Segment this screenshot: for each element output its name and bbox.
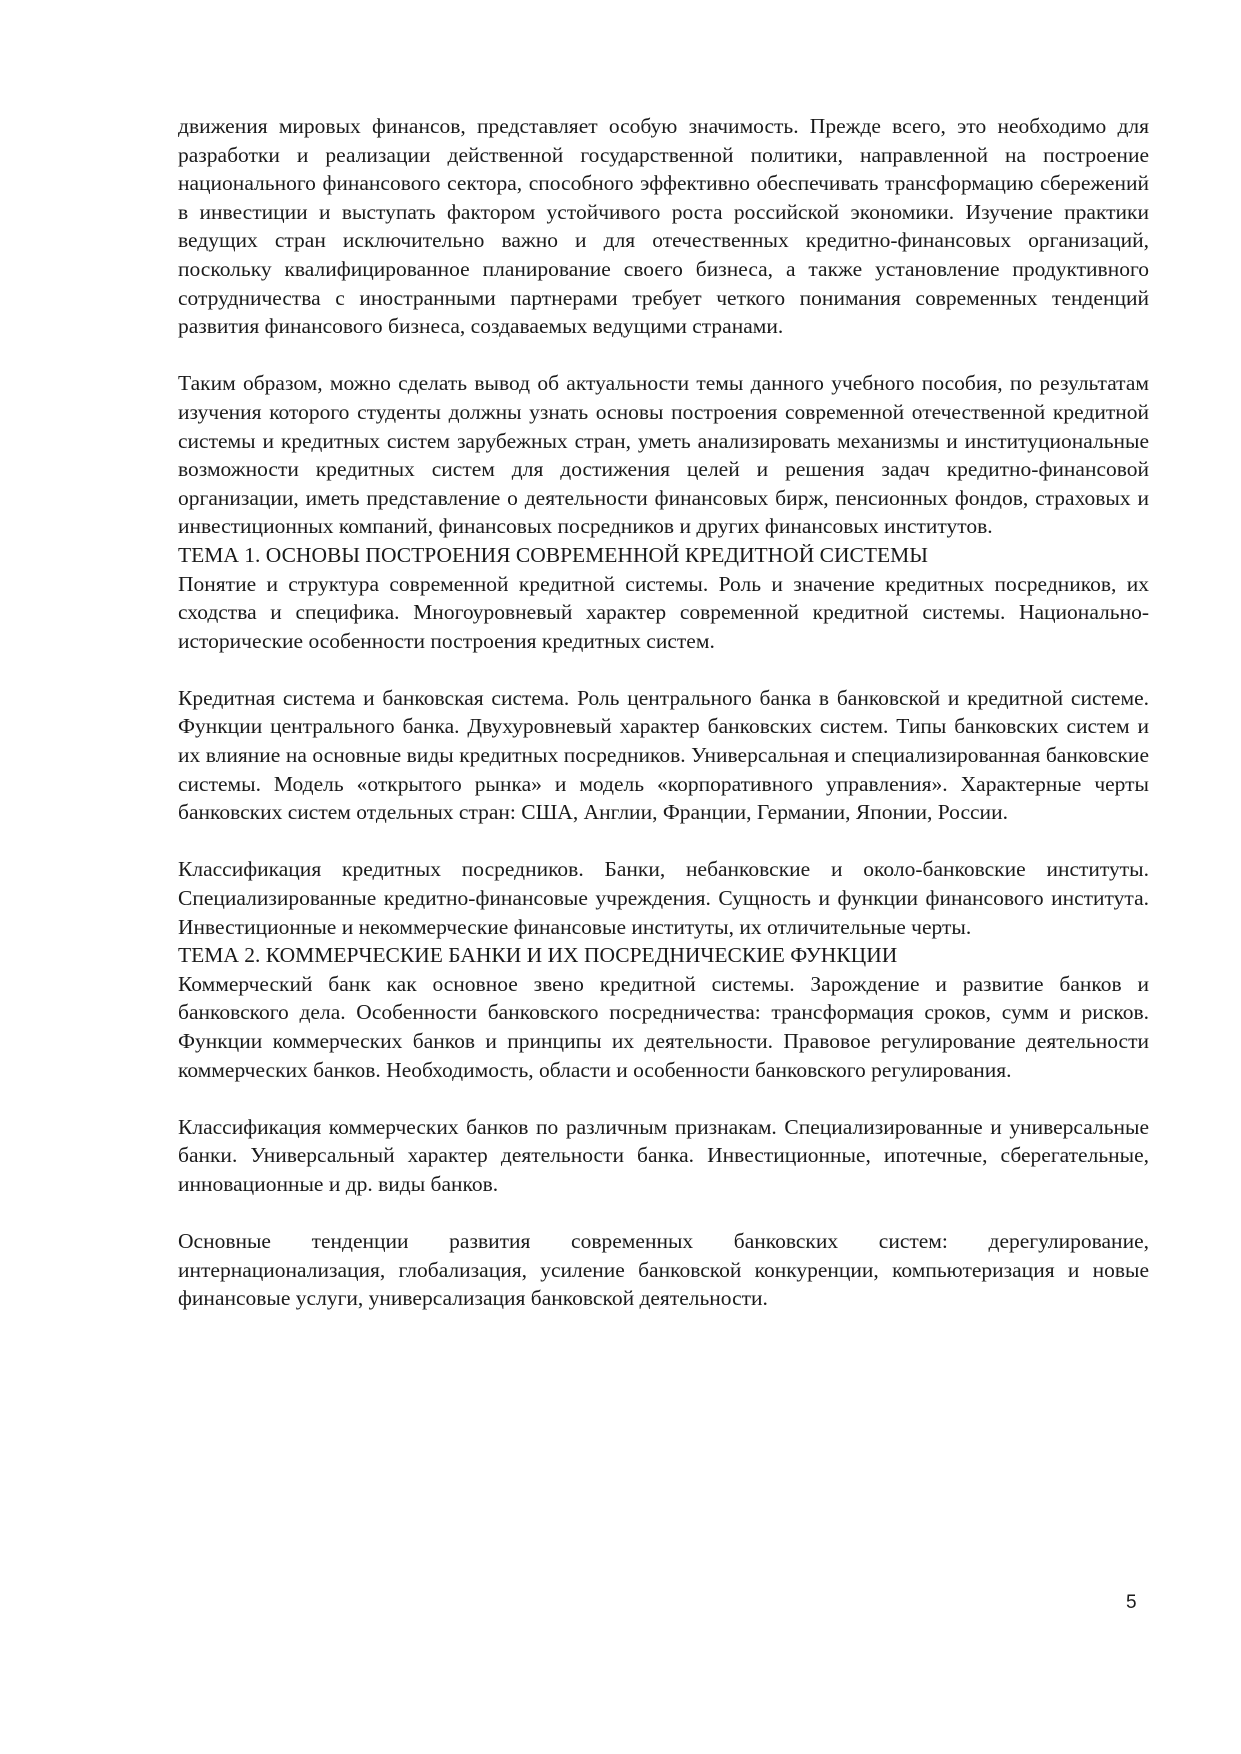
topic-1-heading: ТЕМА 1. ОСНОВЫ ПОСТРОЕНИЯ СОВРЕМЕННОЙ КРЕДИТНОЙ СИСТЕМЫ: [178, 542, 928, 567]
topic-2-paragraph-3: Основные тенденции развития современных банковских систем: дерегулирование, интернационализация, глобализация, усиление банковской конкуренции, компьютеризация и новые финансовые услуги, универсализация банковской деятельности.: [178, 1229, 1149, 1311]
topic-2-heading: ТЕМА 2. КОММЕРЧЕСКИЕ БАНКИ И ИХ ПОСРЕДНИЧЕСКИЕ ФУНКЦИИ: [178, 943, 898, 968]
topic-2-paragraph-2: Классификация коммерческих банков по различным признакам. Специализированные и универсальные банки. Универсальный характер деятельности банка. Инвестиционные, ипотечные, сберегательные, инновационные и др. виды банков.: [178, 1114, 1149, 1196]
page-number: 5: [1126, 1592, 1137, 1613]
document-page: [178, 112, 1149, 1313]
intro-paragraph-1: движения мировых финансов, представляет особую значимость. Прежде всего, это необходимо для разработки и реализации действенной государственной политики, направленной на построение национального финансового сектора, способного эффективно обеспечивать трансформацию сбережений в инвестиции и выступать фактором устойчивого роста российской экономики. Изучение практики ведущих стран исключительно важно и для отечественных кредитно-финансовых организаций, поскольку квалифицированное планирование своего бизнеса, а также установление продуктивного сотрудничества с иностранными партнерами требует четкого понимания современных тенденций развития финансового бизнеса, создаваемых ведущими странами.: [178, 114, 1149, 339]
topic-1-paragraph-3: Классификация кредитных посредников. Банки, небанковские и около-банковские институты. Специализированные кредитно-финансовые учреждения. Сущность и функции финансового института. Инвестиционные и некоммерческие финансовые институты, их отличительные черты.: [178, 857, 1149, 939]
topic-2-paragraph-1: Коммерческий банк как основное звено кредитной системы. Зарождение и развитие банков и банковского дела. Особенности банковского посредничества: трансформация сроков, сумм и рисков. Функции коммерческих банков и принципы их деятельности. Правовое регулирование деятельности коммерческих банков. Необходимость, области и особенности банковского регулирования.: [178, 971, 1149, 1082]
topic-1-paragraph-1: Понятие и структура современной кредитной системы. Роль и значение кредитных посредников, их сходства и специфика. Многоуровневый характер современной кредитной системы. Национально-исторические особенности построения кредитных систем.: [178, 571, 1149, 653]
topic-1-paragraph-2: Кредитная система и банковская система. Роль центрального банка в банковской и кредитной системе. Функции центрального банка. Двухуровневый характер банковских систем. Типы банковских систем и их влияние на основные виды кредитных посредников. Универсальная и специализированная банковские системы. Модель «открытого рынка» и модель «корпоративного управления». Характерные черты банковских систем отдельных стран: США, Англии, Франции, Германии, Японии, России.: [178, 685, 1149, 825]
intro-paragraph-2: Таким образом, можно сделать вывод об актуальности темы данного учебного пособия, по результатам изучения которого студенты должны узнать основы построения современной отечественной кредитной системы и кредитных систем зарубежных стран, уметь анализировать механизмы и институциональные возможности кредитных систем для достижения целей и решения задач кредитно-финансовой организации, иметь представление о деятельности финансовых бирж, пенсионных фондов, страховых и инвестиционных компаний, финансовых посредников и других финансовых институтов.: [178, 371, 1149, 539]
